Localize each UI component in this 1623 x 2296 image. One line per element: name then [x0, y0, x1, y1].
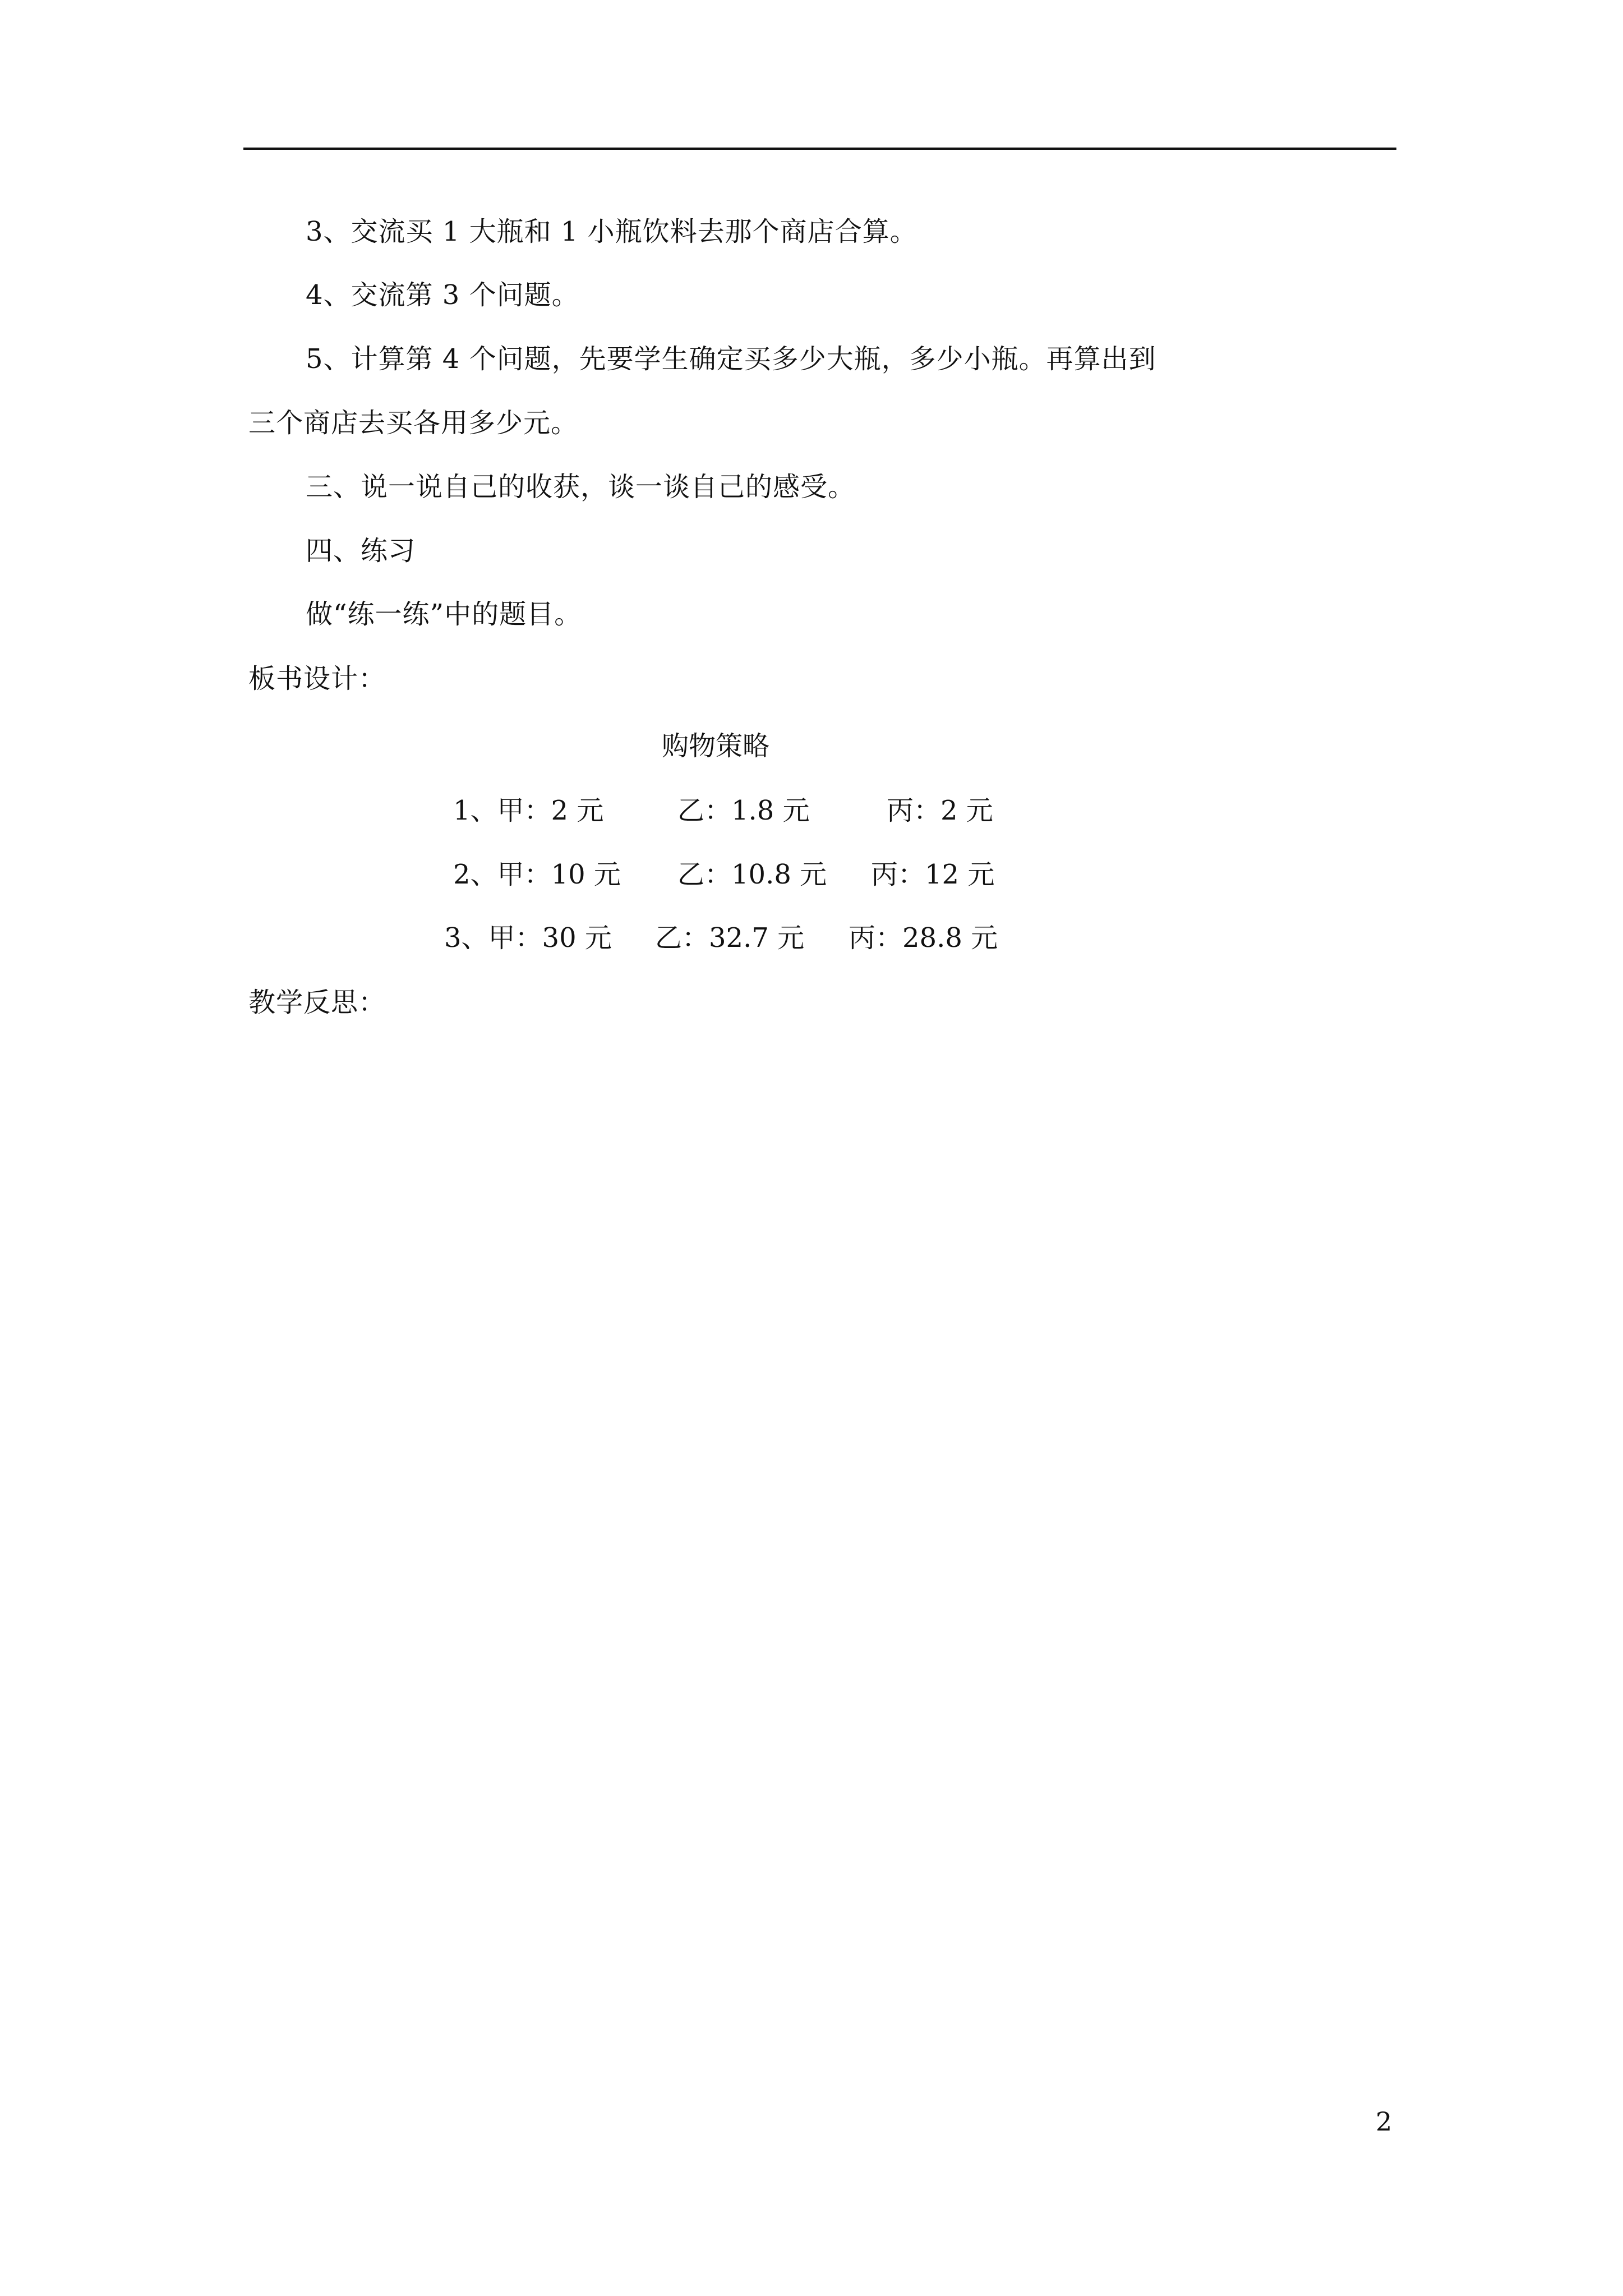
board-design-label: 板书设计：	[248, 663, 386, 694]
body-line-step-3: 3、交流买 1 大瓶和 1 小瓶饮料去那个商店合算。	[306, 216, 917, 247]
body-line-step-4: 4、交流第 3 个问题。	[306, 279, 579, 311]
board-row-3-b: 乙：32.7 元	[655, 922, 805, 954]
board-row-1-c: 丙：2 元	[887, 795, 993, 826]
board-row-2-c: 丙：12 元	[871, 859, 995, 890]
body-line-step-5: 5、计算第 4 个问题，先要学生确定买多少大瓶，多少小瓶。再算出到	[306, 343, 1156, 375]
board-title: 购物策略	[662, 730, 770, 762]
body-line-step-5-cont: 三个商店去买各用多少元。	[248, 407, 579, 439]
body-line-section-4: 四、练习	[306, 535, 416, 567]
teaching-reflection-label: 教学反思：	[248, 987, 386, 1018]
board-row-1-label: 1、甲：2 元	[453, 795, 604, 826]
board-row-3-label: 3、甲：30 元	[444, 922, 612, 954]
body-line-section-3: 三、说一说自己的收获，谈一谈自己的感受。	[306, 471, 856, 503]
body-line-practice: 做“练一练”中的题目。	[306, 599, 582, 630]
page-number: 2	[1376, 2106, 1393, 2137]
header-rule	[243, 148, 1396, 150]
board-row-2-label: 2、甲：10 元	[453, 859, 621, 890]
board-row-1-b: 乙：1.8 元	[677, 795, 810, 826]
board-row-3-c: 丙：28.8 元	[849, 922, 998, 954]
board-row-2-b: 乙：10.8 元	[677, 859, 827, 890]
